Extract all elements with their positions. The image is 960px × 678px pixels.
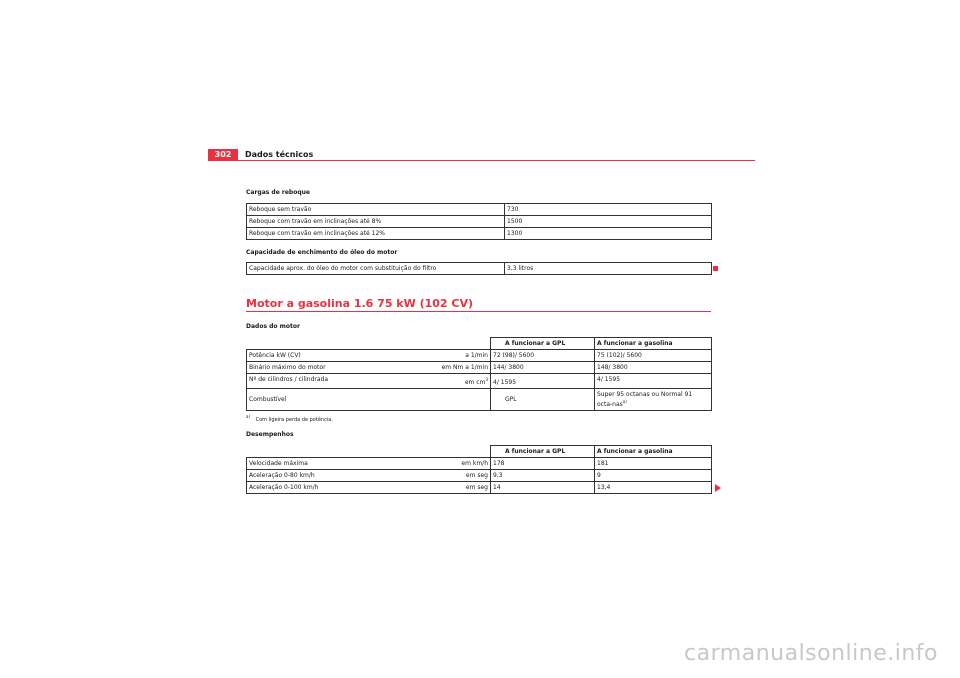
- row-lpg-value: 144/ 3800: [491, 362, 595, 374]
- col-petrol-header: A funcionar a gasolina: [595, 446, 712, 458]
- row-label: Reboque com travão em inclinações até 8%: [247, 216, 505, 228]
- row-value: 1500: [505, 216, 712, 228]
- table-row: [247, 482, 712, 494]
- table-row: [247, 204, 712, 216]
- table-header-row: [247, 338, 712, 350]
- row-unit: a 1/min: [377, 350, 491, 362]
- col-petrol-header: A funcionar a gasolina: [595, 338, 712, 350]
- footnote-text: Com ligeira perda de potência.: [255, 416, 333, 423]
- continue-arrow-icon: [715, 484, 721, 492]
- table-header-row: [247, 446, 712, 458]
- row-value: 3,3 litros: [505, 263, 712, 275]
- oil-heading: Capacidade de enchimento do óleo do motor: [246, 249, 398, 256]
- footnote-mark: a): [246, 414, 251, 419]
- engine-section-heading: Motor a gasolina 1.6 75 kW (102 CV): [246, 297, 474, 310]
- footnote: [246, 414, 333, 423]
- row-label: Combustível: [247, 389, 377, 411]
- row-lpg-value: 4/ 1595: [491, 374, 595, 389]
- row-label: Potência kW (CV): [247, 350, 377, 362]
- row-unit: em seg: [377, 470, 491, 482]
- row-lpg-value: 9,3: [491, 470, 595, 482]
- unit-superscript: 3: [485, 377, 488, 382]
- row-unit: em Nm a 1/min: [377, 362, 491, 374]
- page-number: 302: [208, 149, 238, 161]
- table-row: [247, 350, 712, 362]
- row-value: 730: [505, 204, 712, 216]
- row-lpg-value: 14: [491, 482, 595, 494]
- performance-table: [246, 445, 712, 494]
- row-unit: em km/h: [377, 458, 491, 470]
- header-blank: [247, 338, 491, 350]
- heading-divider: [246, 311, 711, 312]
- col-lpg-header: A funcionar a GPL: [491, 338, 595, 350]
- row-petrol-value: 181: [595, 458, 712, 470]
- row-label: Binário máximo do motor: [247, 362, 377, 374]
- row-label: Nº de cilindros / cilindrada: [247, 374, 377, 389]
- footnote-ref: a): [622, 399, 627, 404]
- row-petrol-value: 4/ 1595: [595, 374, 712, 389]
- table-row: [247, 458, 712, 470]
- row-value: 1300: [505, 228, 712, 240]
- row-label: Aceleração 0-80 km/h: [247, 470, 377, 482]
- page-header-title: Dados técnicos: [245, 150, 314, 159]
- row-label: Aceleração 0-100 km/h: [247, 482, 377, 494]
- engine-data-heading: Dados do motor: [246, 323, 300, 330]
- towing-table: [246, 203, 712, 240]
- unit-text: em cm: [464, 379, 486, 386]
- row-unit: em seg: [377, 482, 491, 494]
- end-of-section-square-icon: [713, 266, 718, 271]
- row-lpg-value: GPL: [491, 389, 595, 411]
- row-petrol-value: 148/ 3800: [595, 362, 712, 374]
- row-label: Velocidade máxima: [247, 458, 377, 470]
- row-petrol-value: 9: [595, 470, 712, 482]
- table-row: [247, 389, 712, 411]
- table-row: [247, 216, 712, 228]
- row-label: Reboque com travão em inclinações até 12%: [247, 228, 505, 240]
- table-row: [247, 263, 712, 275]
- performance-heading: Desempenhos: [246, 431, 294, 438]
- table-row: [247, 470, 712, 482]
- towing-heading: Cargas de reboque: [246, 189, 310, 196]
- row-label: Capacidade aprox. do óleo do motor com substituição do filtro: [247, 263, 505, 275]
- petrol-fuel-text: Super 95 octanas ou Normal 91 octa-nas: [597, 391, 693, 408]
- row-petrol-value: [595, 389, 712, 411]
- col-lpg-header: A funcionar a GPL: [491, 446, 595, 458]
- watermark: carmanualsonline.info: [684, 641, 938, 666]
- oil-table: [246, 262, 712, 275]
- row-unit: [377, 389, 491, 411]
- row-lpg-value: 72 (98)/ 5600: [491, 350, 595, 362]
- row-label: Reboque sem travão: [247, 204, 505, 216]
- table-row: [247, 362, 712, 374]
- header-divider: [208, 160, 755, 161]
- row-petrol-value: 13,4: [595, 482, 712, 494]
- table-row: [247, 374, 712, 389]
- engine-data-table: [246, 337, 712, 411]
- header-blank: [247, 446, 491, 458]
- row-petrol-value: 75 (102)/ 5600: [595, 350, 712, 362]
- table-row: [247, 228, 712, 240]
- row-lpg-value: 178: [491, 458, 595, 470]
- row-unit: [377, 374, 491, 389]
